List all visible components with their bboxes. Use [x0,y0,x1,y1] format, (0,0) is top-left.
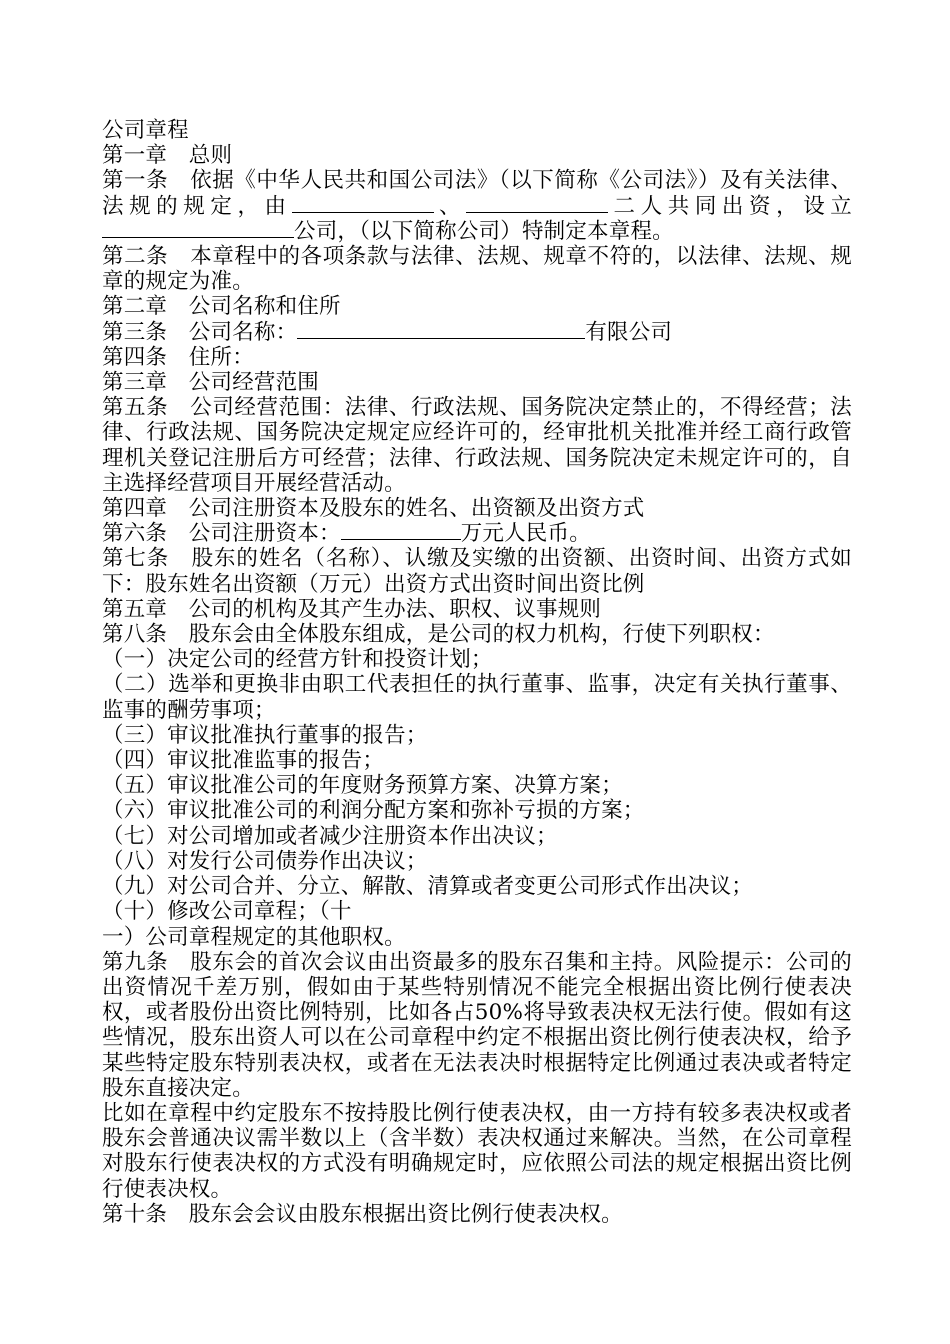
article-1 [102,168,852,244]
shareholder-1-blank [292,194,434,213]
article-3 [102,320,852,345]
article-6 [102,521,852,546]
article-8: 第八条 股东会由全体股东组成，是公司的权力机构，行使下列职权： [102,622,775,648]
company-full-name-blank [297,320,585,339]
article-3-label: 第三条 公司名称： [102,319,298,345]
article-5: 第五条 公司经营范围：法律、行政法规、国务院决定禁止的，不得经营；法律、行政法规、国务院决定规定应经许可的，经审批机关批准并经工商行政管理机关登记注册后方可经营；法律、行政法规、国务院决定未规定许可的，自主选择经营项目开展经营活动。 [102,395,852,496]
power-item-1: （一）决定公司的经营方针和投资计划； [102,647,493,673]
power-item-11: 一）公司章程规定的其他职权。 [102,924,406,950]
article-7: 第七条 股东的姓名（名称）、认缴及实缴的出资额、出资时间、出资方式如下：股东姓名出资额（万元）出资方式出资时间出资比例 [102,546,852,597]
chapter-3-heading: 第三章 公司经营范围 [102,370,320,396]
chapter-2-heading: 第二章 公司名称和住所 [102,294,341,320]
chapter-1-heading: 第一章 总则 [102,143,233,169]
power-item-7: （七）对公司增加或者减少注册资本作出决议； [102,823,558,849]
company-name-blank [102,219,294,238]
article-6-suffix: 万元人民币。 [460,521,591,547]
power-item-4: （四）审议批准监事的报告； [102,748,385,774]
article-3-suffix: 有限公司 [585,319,673,345]
article-9: 第九条 股东会的首次会议由出资最多的股东召集和主持。风险提示：公司的出资情况千差万别，假如由于某些特别情况不能完全根据出资比例行使表决权，或者股份出资比例特别，比如各占50%将导致表决权无法行使。假如有这些情况，股东出资人可以在公司章程中约定不根据出资比例行使表决权，给予某些特定股东特别表决权，或者在无法表决时根据特定比例通过表决或者特定股东直接决定。 [102,949,852,1101]
shareholder-2-blank [466,194,608,213]
article-2: 第二条 本章程中的各项条款与法律、法规、规章不符的，以法律、法规、规章的规定为准。 [102,244,852,295]
article-9-continued: 比如在章程中约定股东不按持股比例行使表决权，由一方持有较多表决权或者股东会普通决议需半数以上（含半数）表决权通过来解决。当然，在公司章程对股东行使表决权的方式没有明确规定时，应依照公司法的规定根据出资比例行使表决权。 [102,1100,852,1202]
article-1-text-1: 第一条 依据《中华人民共和国公司法》（以下简称《公司法》）及有关法律、法规的规定，由 [102,168,852,219]
article-1-separator: 、 [433,193,467,219]
power-item-5: （五）审议批准公司的年度财务预算方案、决算方案； [102,773,623,799]
power-item-10: （十）修改公司章程；（十 [102,899,352,925]
registered-capital-blank [341,521,461,540]
document-body [102,118,852,1227]
article-4: 第四条 住所： [102,344,254,370]
power-item-9: （九）对公司合并、分立、解散、清算或者变更公司形式作出决议； [102,874,754,900]
article-1-text-2: 二人共同出资，设立 [608,193,852,219]
document-title: 公司章程 [102,118,189,143]
power-item-2: （二）选举和更换非由职工代表担任的执行董事、监事，决定有关执行董事、监事的酬劳事项； [102,672,852,723]
power-item-6: （六）审议批准公司的利润分配方案和弥补亏损的方案； [102,798,645,824]
article-10: 第十条 股东会会议由股东根据出资比例行使表决权。 [102,1201,623,1227]
chapter-4-heading: 第四章 公司注册资本及股东的姓名、出资额及出资方式 [102,496,645,522]
article-1-text-3: 公司，（以下简称公司）特制定本章程。 [294,218,674,244]
power-item-8: （八）对发行公司债券作出决议； [102,848,428,874]
article-6-label: 第六条 公司注册资本： [102,521,341,547]
chapter-5-heading: 第五章 公司的机构及其产生办法、职权、议事规则 [102,596,602,622]
power-item-3: （三）审议批准执行董事的报告； [102,722,428,748]
